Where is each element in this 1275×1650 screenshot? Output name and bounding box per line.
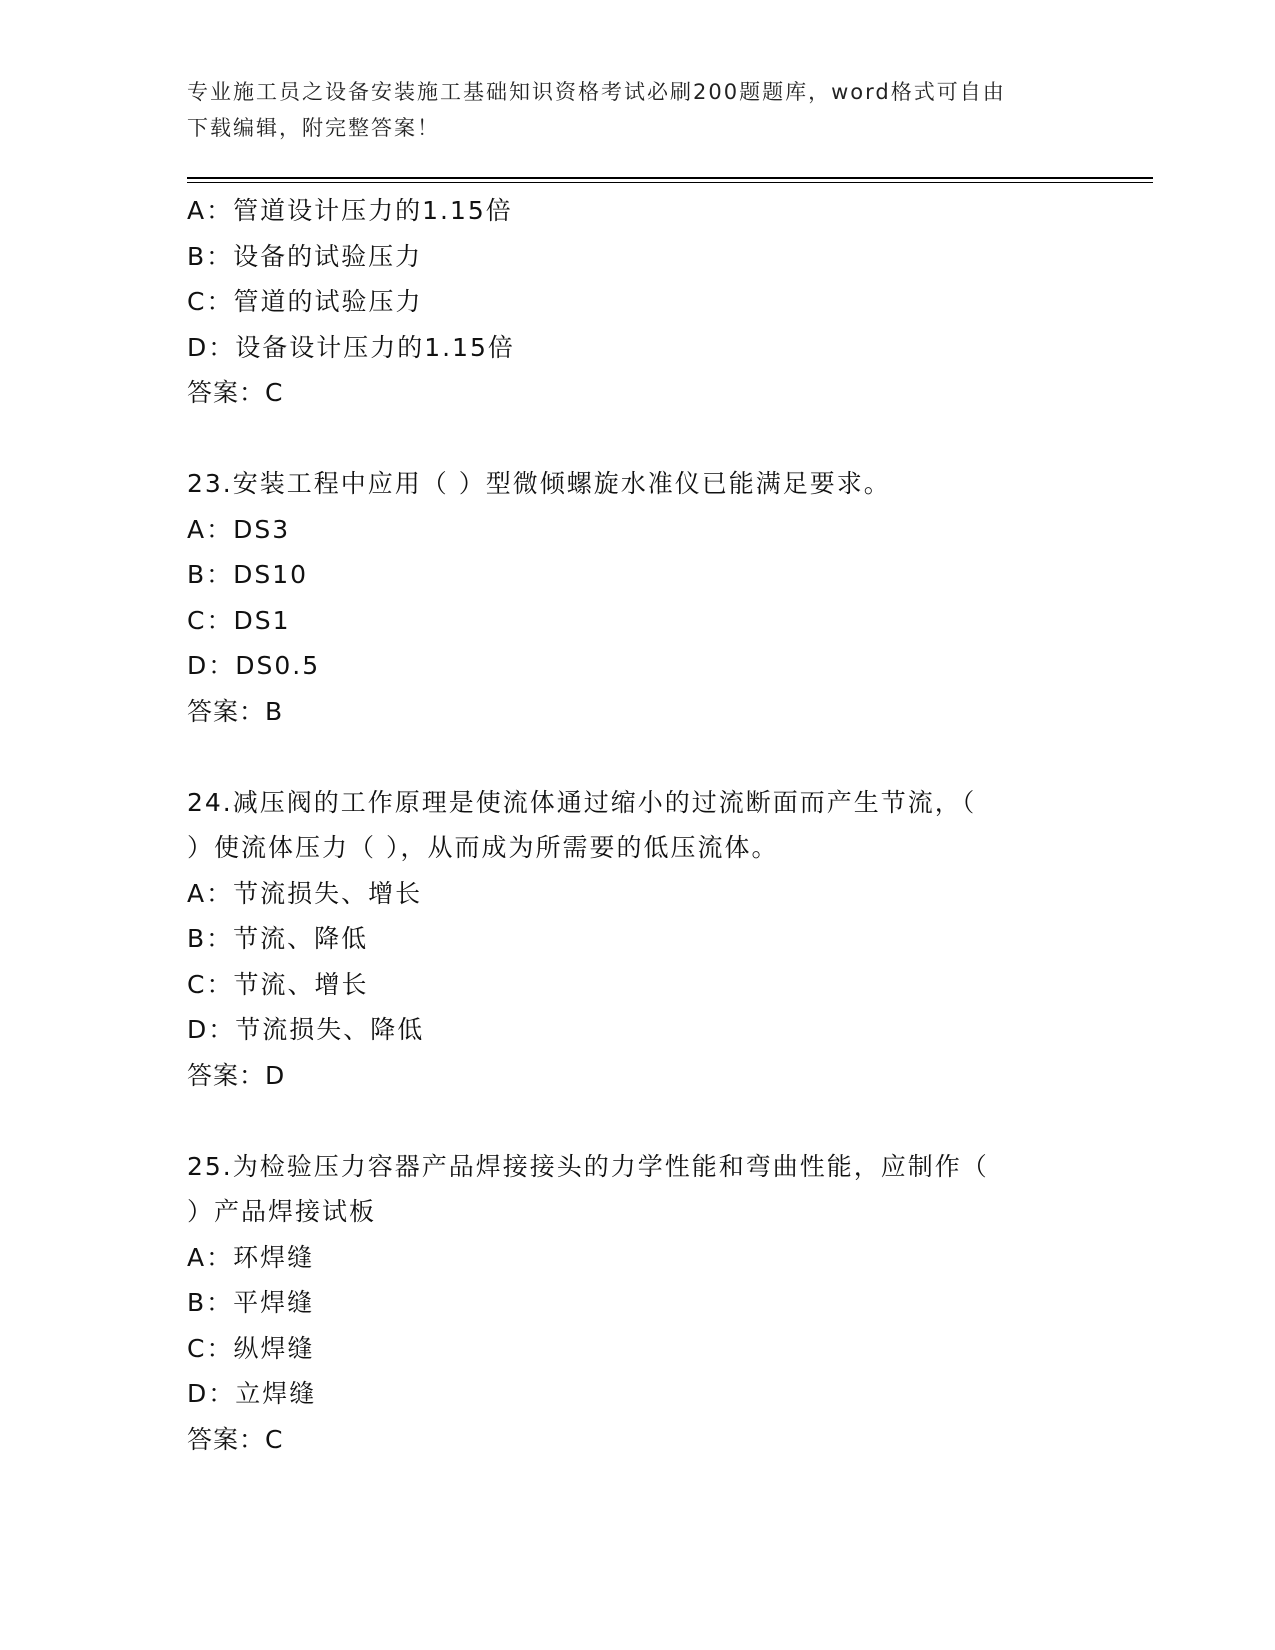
question-stem: 25.为检验压力容器产品焊接接头的力学性能和弯曲性能，应制作（ xyxy=(187,1151,989,1181)
option-c: C：节流、增长 xyxy=(187,969,369,999)
answer-label: 答案： xyxy=(187,1060,266,1090)
option-a: A：DS3 xyxy=(187,514,291,544)
header-rule-thick xyxy=(187,177,1153,179)
question-stem: 23.安装工程中应用（ ）型微倾螺旋水准仪已能满足要求。 xyxy=(187,469,891,498)
option-b: B：平焊缝 xyxy=(187,1288,315,1317)
option-d: D：立焊缝 xyxy=(187,1379,317,1408)
option-c: C：DS1 xyxy=(187,605,291,635)
header-line-2: 下载编辑，附完整答案！ xyxy=(187,116,440,140)
option-c: C：纵焊缝 xyxy=(187,1333,315,1363)
header-rule-thin xyxy=(187,182,1153,183)
option-a: A：节流损失、增长 xyxy=(187,878,423,908)
spacer xyxy=(187,1098,1087,1144)
option-d: D：设备设计压力的1.15倍 xyxy=(187,332,515,362)
question-list xyxy=(187,188,1087,1462)
header-line-1: 专业施工员之设备安装施工基础知识资格考试必刷200题题库，word格式可自由 xyxy=(187,80,1006,104)
answer-label: 答案： xyxy=(187,696,266,726)
option-a: A：管道设计压力的1.15倍 xyxy=(187,196,513,225)
question-stem-continued: ）产品焊接试板 xyxy=(187,1197,377,1226)
answer-value: C xyxy=(265,378,284,407)
option-b: B：节流、降低 xyxy=(187,924,369,953)
option-b: B：DS10 xyxy=(187,560,309,589)
document-header xyxy=(187,74,1067,146)
question-stem: 24.减压阀的工作原理是使流体通过缩小的过流断面而产生节流，（ xyxy=(187,787,977,817)
option-b: B：设备的试验压力 xyxy=(187,241,423,271)
question-25 xyxy=(187,1144,1087,1463)
question-22 xyxy=(187,188,1087,416)
answer-line xyxy=(187,689,1087,735)
question-stem-continued: ）使流体压力（ ），从而成为所需要的低压流体。 xyxy=(187,833,779,862)
option-c: C：管道的试验压力 xyxy=(187,287,423,316)
answer-line xyxy=(187,370,1087,416)
answer-value: D xyxy=(265,1060,286,1090)
answer-value: C xyxy=(265,1424,284,1454)
answer-label: 答案： xyxy=(187,1424,266,1454)
option-d: D：节流损失、降低 xyxy=(187,1015,425,1044)
answer-value: B xyxy=(265,696,284,726)
spacer xyxy=(187,416,1087,462)
question-24 xyxy=(187,780,1087,1099)
spacer xyxy=(187,734,1087,780)
answer-line xyxy=(187,1417,1087,1463)
option-a: A：环焊缝 xyxy=(187,1242,315,1272)
answer-line xyxy=(187,1053,1087,1099)
option-d: D：DS0.5 xyxy=(187,651,321,680)
question-23 xyxy=(187,461,1087,734)
answer-label: 答案： xyxy=(187,378,266,407)
